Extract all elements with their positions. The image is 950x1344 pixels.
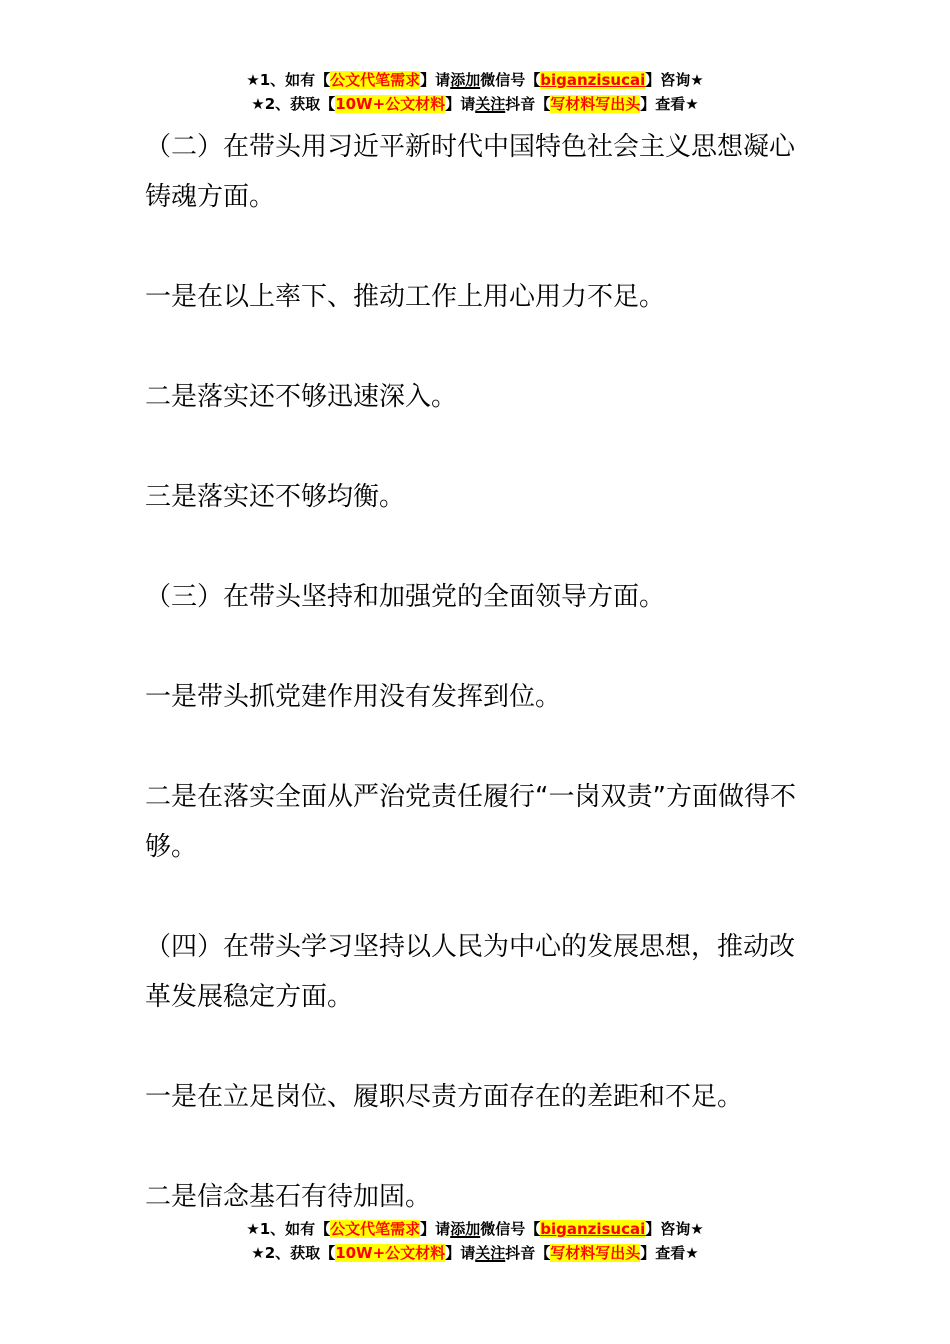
banner-line-2 <box>0 1241 950 1265</box>
section-heading: （四）在带头学习坚持以人民为中心的发展思想，推动改革发展稳定方面。 <box>145 932 796 1012</box>
banner-text: 抖音【 <box>505 95 551 113</box>
banner-text: 】咨询★ <box>645 1220 704 1238</box>
paragraph: 二是在落实全面从严治党责任履行“一岗双责”方面做得不够。 <box>145 782 796 862</box>
banner-text: 】请 <box>445 95 476 113</box>
banner-text: 】请 <box>420 71 451 89</box>
banner-highlight: 公文代笔需求 <box>330 71 421 89</box>
document-body <box>145 122 810 1222</box>
banner-text: ★2、获取【 <box>251 95 336 113</box>
paragraph: 一是在以上率下、推动工作上用心用力不足。 <box>145 282 666 312</box>
wechat-id-link[interactable]: biganzisucai <box>540 71 646 89</box>
banner-line-2 <box>0 92 950 116</box>
section-heading: （二）在带头用习近平新时代中国特色社会主义思想凝心铸魂方面。 <box>145 132 796 212</box>
paragraph: 一是带头抓党建作用没有发挥到位。 <box>145 682 562 712</box>
banner-highlight: 写材料写出头 <box>550 1244 641 1262</box>
banner-underlined: 添加 <box>450 71 481 89</box>
section-heading: （三）在带头坚持和加强党的全面领导方面。 <box>145 582 666 612</box>
banner-underlined: 关注 <box>475 95 506 113</box>
banner-text: ★1、如有【 <box>246 71 331 89</box>
banner-text: 】请 <box>445 1244 476 1262</box>
banner-line-1 <box>0 1217 950 1241</box>
banner-text: 】查看★ <box>640 95 699 113</box>
banner-text: 微信号【 <box>480 1220 541 1238</box>
paragraph: 一是在立足岗位、履职尽责方面存在的差距和不足。 <box>145 1082 744 1112</box>
banner-highlight: 10W+公文材料 <box>335 1244 446 1262</box>
banner-text: ★1、如有【 <box>246 1220 331 1238</box>
banner-underlined: 关注 <box>475 1244 506 1262</box>
banner-text: 微信号【 <box>480 71 541 89</box>
banner-text: 抖音【 <box>505 1244 551 1262</box>
banner-text: 】请 <box>420 1220 451 1238</box>
header-banner <box>0 68 950 116</box>
wechat-id-link[interactable]: biganzisucai <box>540 1220 646 1238</box>
banner-text: 】咨询★ <box>645 71 704 89</box>
banner-line-1 <box>0 68 950 92</box>
paragraph: 二是信念基石有待加固。 <box>145 1182 432 1212</box>
banner-highlight: 公文代笔需求 <box>330 1220 421 1238</box>
banner-highlight: 写材料写出头 <box>550 95 641 113</box>
paragraph: 三是落实还不够均衡。 <box>145 482 406 512</box>
banner-text: 】查看★ <box>640 1244 699 1262</box>
footer-banner <box>0 1217 950 1265</box>
paragraph: 二是落实还不够迅速深入。 <box>145 382 458 412</box>
banner-highlight: 10W+公文材料 <box>335 95 446 113</box>
banner-text: ★2、获取【 <box>251 1244 336 1262</box>
banner-underlined: 添加 <box>450 1220 481 1238</box>
